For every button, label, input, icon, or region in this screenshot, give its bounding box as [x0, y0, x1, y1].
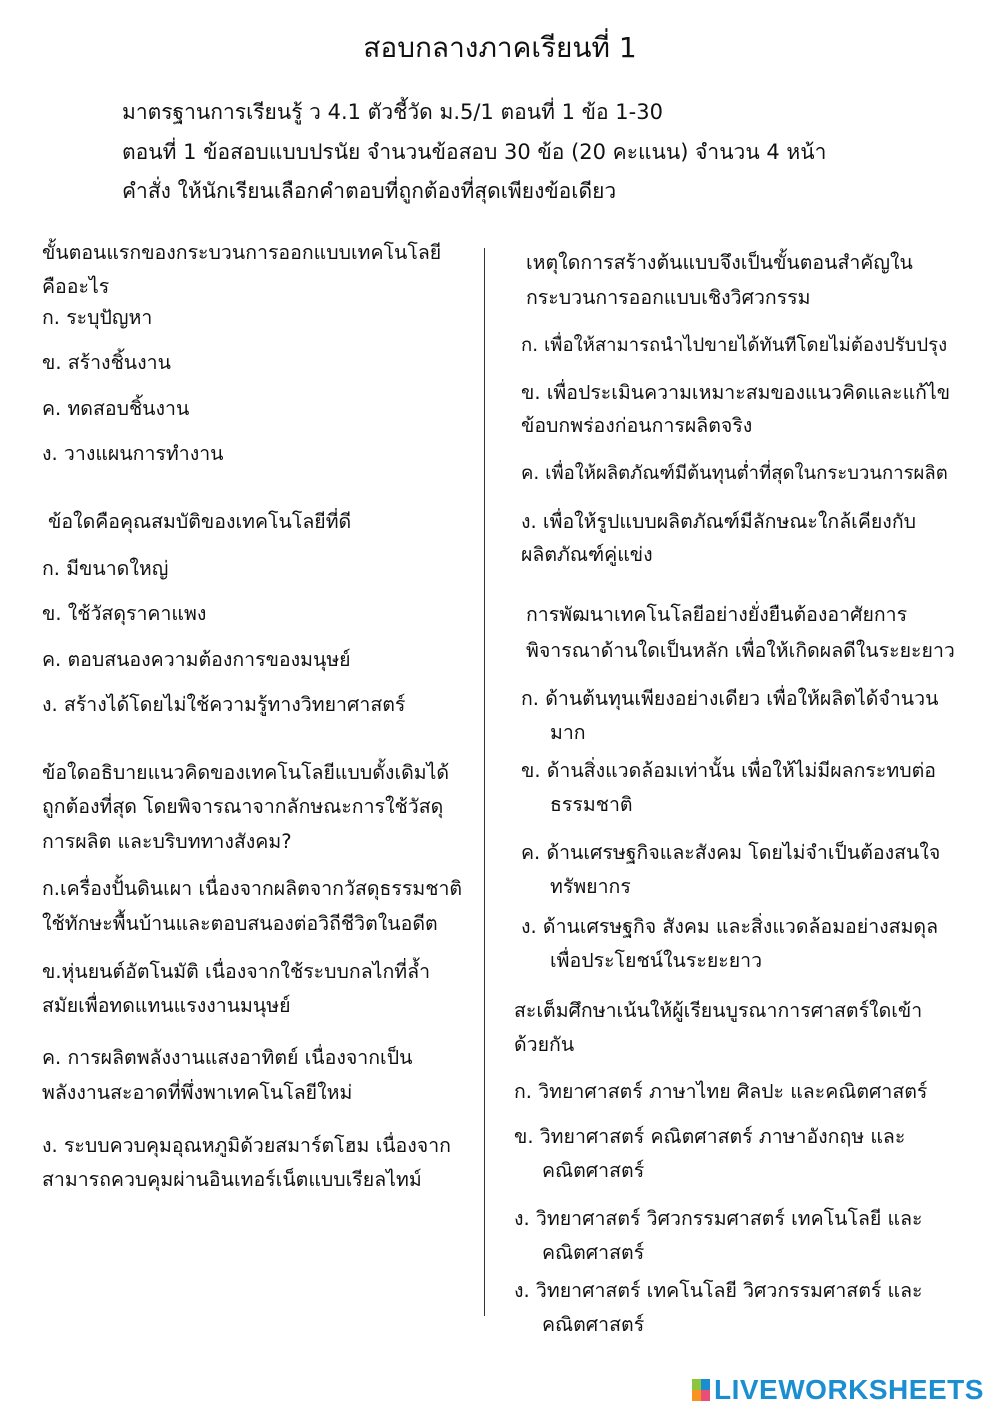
column-divider: [484, 248, 485, 1316]
q5-option-c[interactable]: ค. ด้านเศรษฐกิจและสังคม โดยไม่จำเป็นต้องสนใจ: [521, 841, 941, 864]
question-5-text: การพัฒนาเทคโนโลยีอย่างยั่งยืนต้องอาศัยการ: [526, 603, 908, 626]
q3-option-a[interactable]: ใช้ทักษะพื้นบ้านและตอบสนองต่อวิถีชีวิตในอดีต: [42, 912, 438, 935]
standard-line: มาตรฐานการเรียนรู้ ว 4.1 ตัวชี้วัด ม.5/1 ตอนที่ 1 ข้อ 1-30: [122, 100, 663, 124]
liveworksheets-logo: [692, 1372, 984, 1408]
q4-option-b[interactable]: ข. เพื่อประเมินความเหมาะสมของแนวคิดและแก้ไข: [521, 381, 951, 404]
q6-option-c[interactable]: ง. วิทยาศาสตร์ วิศวกรรมศาสตร์ เทคโนโลยี และ: [514, 1207, 923, 1230]
question-6-text: สะเต็มศึกษาเน้นให้ผู้เรียนบูรณาการศาสตร์ใดเข้า: [514, 999, 923, 1022]
q3-option-b[interactable]: ข.หุ่นยนต์อัตโนมัติ เนื่องจากใช้ระบบกลไกที่ล้ำ: [42, 960, 431, 983]
q2-option-b[interactable]: ข. ใช้วัสดุราคาแพง: [42, 602, 207, 625]
q6-option-b[interactable]: คณิตศาสตร์: [542, 1159, 645, 1182]
q1-option-b[interactable]: ข. สร้างชิ้นงาน: [42, 351, 171, 374]
q4-option-b[interactable]: ข้อบกพร่องก่อนการผลิตจริง: [521, 414, 753, 437]
q5-option-a[interactable]: มาก: [550, 721, 586, 744]
question-4-text: เหตุใดการสร้างต้นแบบจึงเป็นขั้นตอนสำคัญใน: [526, 251, 913, 274]
part-line: ตอนที่ 1 ข้อสอบแบบปรนัย จำนวนข้อสอบ 30 ข้อ (20 คะแนน) จำนวน 4 หน้า: [122, 140, 827, 164]
q1-option-c[interactable]: ค. ทดสอบชิ้นงาน: [42, 397, 190, 420]
q5-option-c[interactable]: ทรัพยากร: [550, 875, 631, 898]
q5-option-d[interactable]: เพื่อประโยชน์ในระยะยาว: [550, 949, 763, 972]
question-3-text: ข้อใดอธิบายแนวคิดของเทคโนโลยีแบบดั้งเดิมได้: [42, 761, 450, 784]
q4-option-a[interactable]: ก. เพื่อให้สามารถนำไปขายได้ทันทีโดยไม่ต้องปรับปรุง: [521, 335, 948, 356]
question-5-text: พิจารณาด้านใดเป็นหลัก เพื่อให้เกิดผลดีในระยะยาว: [526, 639, 955, 662]
q2-option-a[interactable]: ก. มีขนาดใหญ่: [42, 557, 169, 580]
q5-option-d[interactable]: ง. ด้านเศรษฐกิจ สังคม และสิ่งแวดล้อมอย่างสมดุล: [521, 915, 939, 938]
instruction-line: คำสั่ง ให้นักเรียนเลือกคำตอบที่ถูกต้องที่สุดเพียงข้อเดียว: [122, 179, 617, 203]
q2-option-c[interactable]: ค. ตอบสนองความต้องการของมนุษย์: [42, 648, 351, 671]
liveworksheets-logo-icon: [692, 1379, 710, 1401]
question-1-text: ขั้นตอนแรกของกระบวนการออกแบบเทคโนโลยี: [42, 241, 442, 264]
question-1-text: คืออะไร: [42, 275, 110, 298]
q3-option-d[interactable]: ง. ระบบควบคุมอุณหภูมิด้วยสมาร์ตโฮม เนื่องจาก: [42, 1134, 451, 1157]
question-2-text: ข้อใดคือคุณสมบัติของเทคโนโลยีที่ดี: [48, 510, 352, 533]
q1-option-d[interactable]: ง. วางแผนการทำงาน: [42, 442, 224, 465]
q6-option-b[interactable]: ข. วิทยาศาสตร์ คณิตศาสตร์ ภาษาอังกฤษ และ: [514, 1125, 906, 1148]
q2-option-d[interactable]: ง. สร้างได้โดยไม่ใช้ความรู้ทางวิทยาศาสตร์: [42, 693, 406, 716]
question-3-text: ถูกต้องที่สุด โดยพิจารณาจากลักษณะการใช้วัสดุ: [42, 795, 444, 818]
q6-option-d[interactable]: คณิตศาสตร์: [542, 1313, 645, 1336]
question-4-text: กระบวนการออกแบบเชิงวิศวกรรม: [526, 286, 811, 309]
q3-option-b[interactable]: สมัยเพื่อทดแทนแรงงานมนุษย์: [42, 994, 291, 1017]
q5-option-a[interactable]: ก. ด้านต้นทุนเพียงอย่างเดียว เพื่อให้ผลิตได้จำนวน: [521, 687, 939, 710]
q3-option-c[interactable]: ค. การผลิตพลังงานแสงอาทิตย์ เนื่องจากเป็น: [42, 1046, 413, 1069]
q1-option-a[interactable]: ก. ระบุปัญหา: [42, 306, 153, 329]
q5-option-b[interactable]: ธรรมชาติ: [550, 793, 633, 816]
question-3-text: การผลิต และบริบททางสังคม?: [42, 830, 292, 853]
q4-option-d[interactable]: ผลิตภัณฑ์คู่แข่ง: [521, 543, 653, 566]
q3-option-d[interactable]: สามารถควบคุมผ่านอินเทอร์เน็ตแบบเรียลไทม์: [42, 1168, 422, 1191]
q4-option-c[interactable]: ค. เพื่อให้ผลิตภัณฑ์มีต้นทุนต่ำที่สุดในกระบวนการผลิต: [521, 463, 948, 484]
question-6-text: ด้วยกัน: [514, 1033, 575, 1056]
brand-name: LIVEWORKSHEETS: [714, 1374, 984, 1405]
q3-option-a[interactable]: ก.เครื่องปั้นดินเผา เนื่องจากผลิตจากวัสดุธรรมชาติ: [42, 877, 463, 900]
q6-option-a[interactable]: ก. วิทยาศาสตร์ ภาษาไทย ศิลปะ และคณิตศาสตร์: [514, 1080, 928, 1103]
q4-option-d[interactable]: ง. เพื่อให้รูปแบบผลิตภัณฑ์มีลักษณะใกล้เคียงกับ: [521, 510, 917, 533]
q3-option-c[interactable]: พลังงานสะอาดที่พึ่งพาเทคโนโลยีใหม่: [42, 1081, 353, 1104]
q6-option-c[interactable]: คณิตศาสตร์: [542, 1241, 645, 1264]
page-title: สอบกลางภาคเรียนที่ 1: [363, 31, 637, 64]
q5-option-b[interactable]: ข. ด้านสิ่งแวดล้อมเท่านั้น เพื่อให้ไม่มีผลกระทบต่อ: [521, 759, 936, 782]
q6-option-d[interactable]: ง. วิทยาศาสตร์ เทคโนโลยี วิศวกรรมศาสตร์ และ: [514, 1279, 923, 1302]
